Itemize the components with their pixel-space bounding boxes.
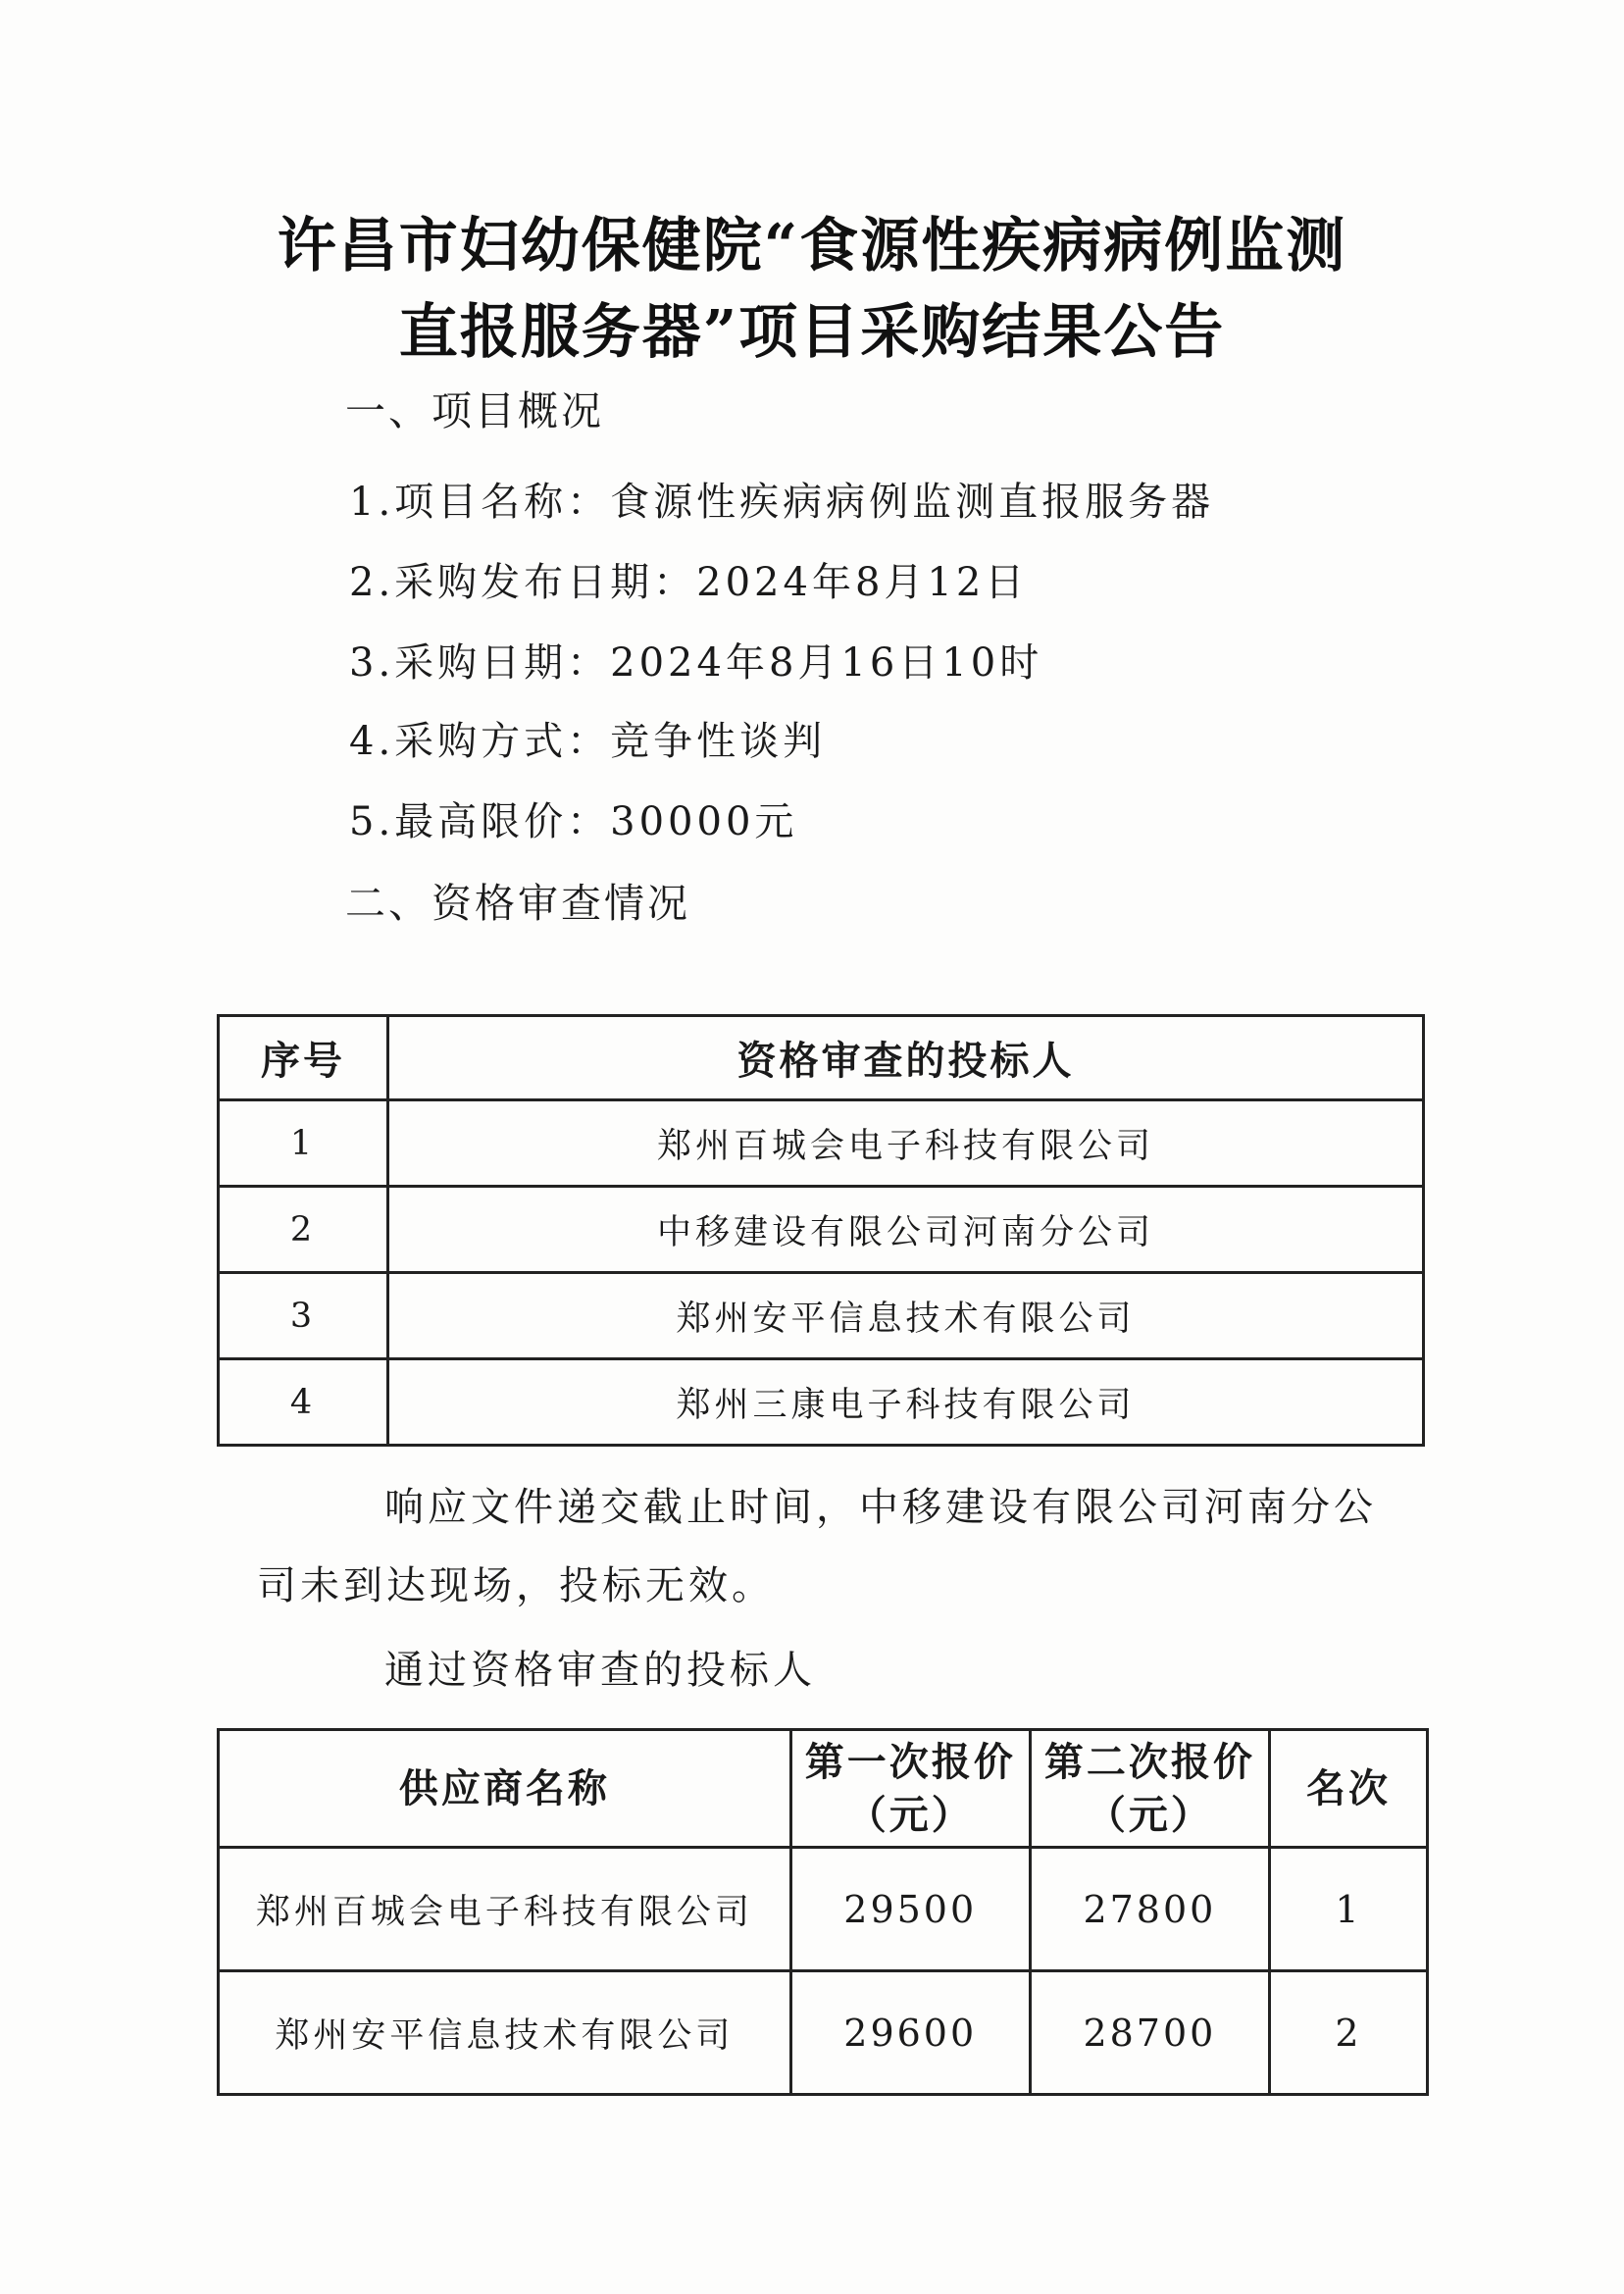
section2-heading: 二、资格审查情况 xyxy=(345,880,690,927)
header-first-quote-line2: （元） xyxy=(846,1792,974,1838)
table-header-row xyxy=(219,1730,1428,1848)
item-publish-date: 2.采购发布日期：2024年8月12日 xyxy=(349,560,1029,605)
header-supplier-name-text: 供应商名称 xyxy=(398,1765,610,1811)
header-supplier-name xyxy=(219,1730,791,1848)
header-bidder: 资格审查的投标人 xyxy=(388,1016,1424,1100)
item-procurement-method: 4.采购方式：竞争性谈判 xyxy=(349,719,827,764)
document-title-line2: 直报服务器”项目采购结果公告 xyxy=(398,298,1226,367)
cell-serial-no: 2 xyxy=(219,1187,388,1273)
passed-bidders-label: 通过资格审查的投标人 xyxy=(384,1648,816,1693)
item-procurement-date: 3.采购日期：2024年8月16日10时 xyxy=(349,640,1043,686)
cell-first-quote: 29500 xyxy=(790,1848,1030,1971)
cell-serial-no: 1 xyxy=(219,1100,388,1187)
table-row xyxy=(219,1848,1428,1971)
cell-serial-no: 4 xyxy=(219,1359,388,1446)
quotation-ranking-table xyxy=(217,1728,1429,2096)
header-second-quote-line1: 第二次报价 xyxy=(1043,1739,1255,1785)
header-serial-no: 序号 xyxy=(219,1016,388,1100)
item-max-price: 5.最高限价：30000元 xyxy=(349,799,798,844)
cell-supplier-name: 郑州安平信息技术有限公司 xyxy=(219,1971,791,2095)
header-second-quote-line2: （元） xyxy=(1086,1792,1213,1838)
cell-serial-no: 3 xyxy=(219,1273,388,1359)
cell-first-quote: 29600 xyxy=(790,1971,1030,2095)
table-row xyxy=(219,1359,1424,1446)
header-first-quote-line1: 第一次报价 xyxy=(804,1739,1016,1785)
table-header-row xyxy=(219,1016,1424,1100)
document-title-line1: 许昌市妇幼保健院“食源性疾病病例监测 xyxy=(277,212,1347,280)
section1-heading: 一、项目概况 xyxy=(345,387,604,434)
header-second-quote xyxy=(1030,1730,1269,1848)
table-row xyxy=(219,1273,1424,1359)
table-row xyxy=(219,1187,1424,1273)
note-paragraph-line1: 响应文件递交截止时间，中移建设有限公司河南分公 xyxy=(384,1485,1377,1530)
cell-bidder-name: 郑州百城会电子科技有限公司 xyxy=(388,1100,1424,1187)
cell-bidder-name: 郑州安平信息技术有限公司 xyxy=(388,1273,1424,1359)
cell-bidder-name: 中移建设有限公司河南分公司 xyxy=(388,1187,1424,1273)
cell-bidder-name: 郑州三康电子科技有限公司 xyxy=(388,1359,1424,1446)
qualified-bidders-table xyxy=(217,1014,1425,1447)
cell-second-quote: 27800 xyxy=(1030,1848,1269,1971)
item-project-name: 1.项目名称：食源性疾病病例监测直报服务器 xyxy=(349,480,1215,525)
cell-rank: 2 xyxy=(1269,1971,1427,2095)
note-paragraph-line2: 司未到达现场，投标无效。 xyxy=(257,1563,775,1608)
header-rank xyxy=(1269,1730,1427,1848)
cell-rank: 1 xyxy=(1269,1848,1427,1971)
header-first-quote xyxy=(790,1730,1030,1848)
table-row xyxy=(219,1100,1424,1187)
table-row xyxy=(219,1971,1428,2095)
cell-supplier-name: 郑州百城会电子科技有限公司 xyxy=(219,1848,791,1971)
cell-second-quote: 28700 xyxy=(1030,1971,1269,2095)
header-rank-text: 名次 xyxy=(1305,1765,1391,1811)
